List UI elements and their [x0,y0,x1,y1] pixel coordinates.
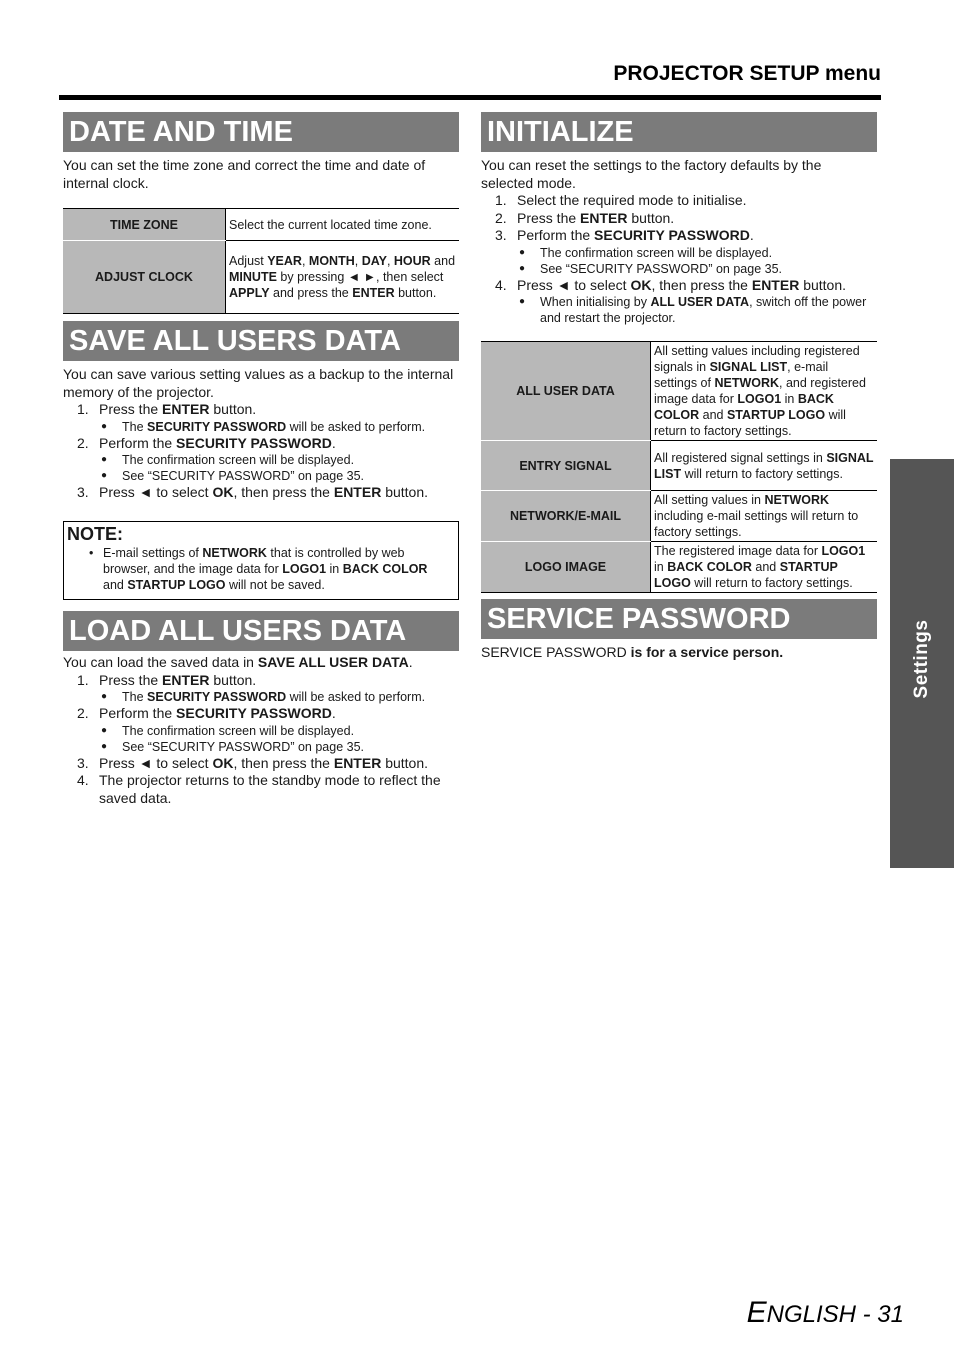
footer-initial: E [746,1296,767,1329]
save-all-section [63,321,459,502]
list-item [63,672,459,690]
row-value: All setting values in NETWORK including e-mail settings will return to factory settings. [651,491,878,542]
bullet-icon: ● [101,740,108,752]
bullet-text: The confirmation screen will be displayed. [122,453,355,467]
header-rule [59,95,881,100]
step-number: 4. [77,772,89,788]
initialize-table [481,341,877,593]
step-number: 3. [77,754,89,771]
step-number: 2. [77,705,89,721]
list-item [63,739,459,755]
side-tab-label: Settings [911,619,932,699]
row-key: ENTRY SIGNAL [481,441,651,491]
bullet-icon: • [89,546,94,560]
row-value: Adjust YEAR, MONTH, DAY, HOUR and MINUTE by pressing ◄ ►, then select APPLY and press the ENTER button. [226,241,460,314]
step-number: 1. [495,192,507,208]
bullet-text: The confirmation screen will be displayed. [122,723,355,738]
list-item [63,755,459,773]
list-item [481,277,877,295]
list-item [63,772,459,807]
step-number: 3. [495,227,507,243]
note-text: E-mail settings of NETWORK that is controlled by web browser, and the image data for LOGO1 in BACK COLOR and STARTUP LOGO will not be saved. [103,546,428,592]
service-section [481,599,877,662]
page-footer [747,1296,904,1330]
list-item [63,468,459,484]
row-key: LOGO IMAGE [481,542,651,593]
list-item [63,401,459,419]
bullet-text: See “SECURITY PASSWORD” on page 35. [122,469,364,483]
step-number: 1. [77,401,89,417]
date-time-table [63,208,459,314]
list-item [481,261,877,277]
table-row [63,209,459,241]
step-text: Press ◄ to select OK, then press the ENTER button. [99,754,429,771]
bullet-icon: ● [101,454,108,465]
initialize-title: INITIALIZE [481,112,877,152]
initialize-table-wrap [481,341,877,593]
table-row [481,491,877,542]
list-item [63,484,459,502]
bullet-text: See “SECURITY PASSWORD” on page 35. [540,261,782,276]
row-value: Select the current located time zone. [226,209,460,241]
service-text: SERVICE PASSWORD is for a service person. [481,644,784,660]
step-text: Press ◄ to select OK, then press the ENTER button. [517,276,847,293]
initialize-intro: You can reset the settings to the factory defaults by the selected mode. [481,157,822,191]
table-row [481,441,877,491]
step-number: 2. [77,434,89,451]
step-text: Perform the SECURITY PASSWORD. [99,434,336,451]
bullet-icon: ● [101,420,108,432]
row-value: All setting values including registered signals in SIGNAL LIST, e-mail settings of NETWORK, and registered image data for LOGO1 in BACK COLOR and STARTUP LOGO will return to factory settings. [651,342,878,441]
list-item [63,723,459,739]
date-time-section [63,112,459,314]
list-item [481,192,877,210]
list-item [481,227,877,245]
list-item [63,689,459,705]
step-text: Perform the SECURITY PASSWORD. [99,705,336,721]
date-time-intro: You can set the time zone and correct the time and date of internal clock. [63,157,426,191]
row-value: All registered signal settings in SIGNAL LIST will return to factory settings. [651,441,878,491]
table-row [481,342,877,441]
step-number: 3. [77,484,89,500]
bullet-icon: ● [101,691,108,702]
list-item [63,419,459,435]
list-item [63,452,459,468]
step-text: Press the ENTER button. [99,671,257,688]
load-all-intro: You can load the saved data in SAVE ALL USER DATA. [63,654,413,670]
bullet-text: The confirmation screen will be displayed. [540,245,773,260]
footer-text: NGLISH - 31 [766,1301,904,1328]
step-text: Perform the SECURITY PASSWORD. [517,227,754,243]
initialize-section [481,112,877,326]
list-item [63,705,459,723]
step-text: Press the ENTER button. [517,209,675,226]
bullet-icon: ● [101,724,108,736]
note-title: NOTE: [67,524,123,544]
bullet-text: The SECURITY PASSWORD will be asked to perform. [122,419,426,434]
step-text: Press the ENTER button. [99,401,257,417]
bullet-icon: ● [519,296,526,307]
list-item [481,210,877,228]
note-box [63,521,459,600]
side-tab [890,459,954,868]
step-number: 4. [495,276,507,293]
date-time-title: DATE AND TIME [63,112,459,152]
row-key: NETWORK/E-MAIL [481,491,651,542]
load-all-title: LOAD ALL USERS DATA [63,611,459,651]
save-all-title: SAVE ALL USERS DATA [63,321,459,361]
list-item [481,294,877,326]
step-text: Press ◄ to select OK, then press the ENTER button. [99,484,429,500]
step-number: 2. [495,209,507,226]
bullet-icon: ● [101,470,108,481]
step-number: 1. [77,671,89,688]
bullet-icon: ● [519,246,526,258]
save-all-intro: You can save various setting values as a backup to the internal memory of the projector. [63,366,454,400]
note-item [64,545,458,593]
bullet-text: The SECURITY PASSWORD will be asked to perform. [122,690,426,704]
step-text: The projector returns to the standby mode to reflect the saved data. [99,772,441,806]
list-item [63,435,459,453]
table-row [63,241,459,314]
table-row [481,542,877,593]
bullet-text: When initialising by ALL USER DATA, switch off the power and restart the projector. [540,295,867,325]
row-value: The registered image data for LOGO1 in BACK COLOR and STARTUP LOGO will return to factory settings. [651,542,878,593]
header-title: PROJECTOR SETUP menu [613,62,881,85]
bullet-text: See “SECURITY PASSWORD” on page 35. [122,739,364,754]
step-text: Select the required mode to initialise. [517,192,747,208]
row-key: ALL USER DATA [481,342,651,441]
bullet-icon: ● [519,262,526,274]
row-key: ADJUST CLOCK [63,241,226,314]
list-item [481,245,877,261]
service-title: SERVICE PASSWORD [481,599,877,639]
row-key: TIME ZONE [63,209,226,241]
load-all-section [63,611,459,807]
